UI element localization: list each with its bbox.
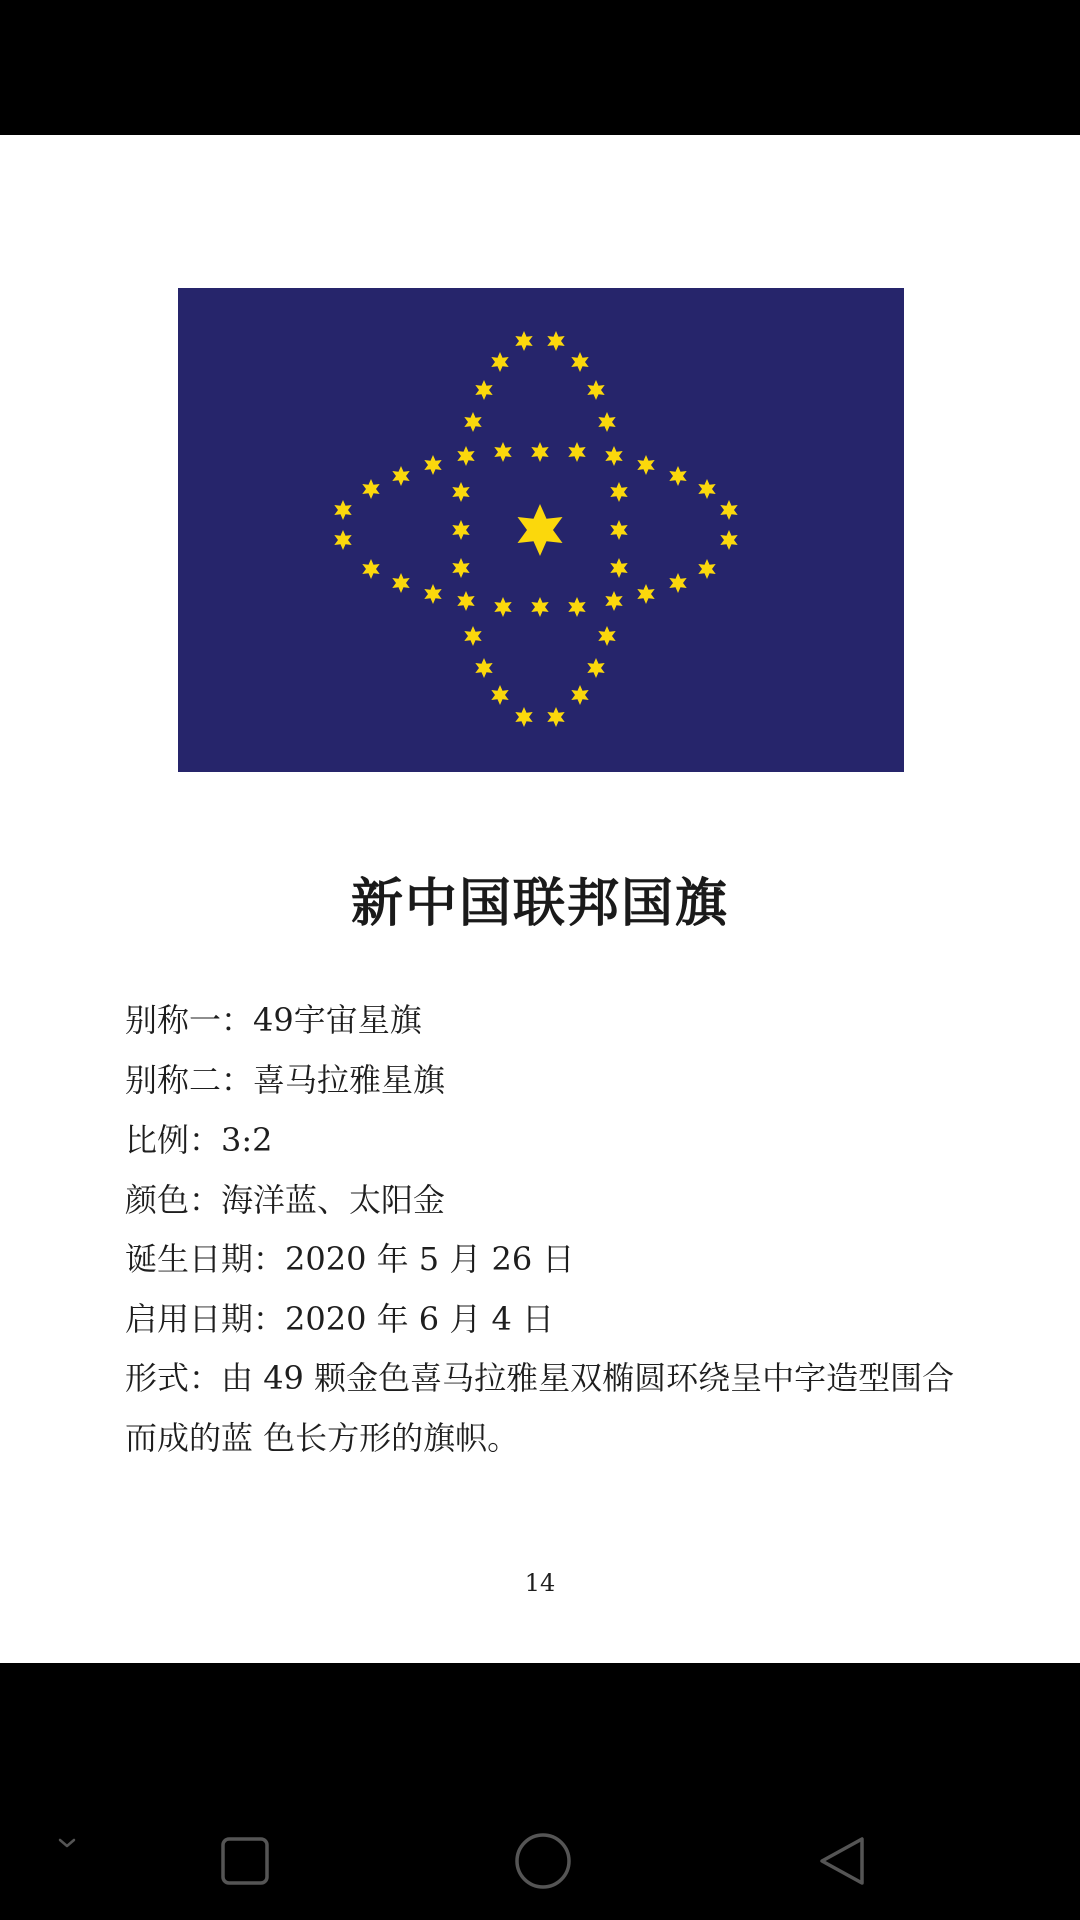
enable-date-label: 启用日期： (125, 1300, 286, 1338)
recents-button[interactable] (220, 1836, 270, 1886)
nav-down-button[interactable] (52, 1828, 82, 1858)
form-label: 形式： (125, 1359, 222, 1397)
status-bar (0, 0, 1080, 135)
alias-two-value: 喜马拉雅星旗 (253, 1061, 446, 1099)
ratio-label: 比例： (125, 1121, 222, 1159)
circle-icon (513, 1831, 573, 1891)
page-title: 新中国联邦国旗 (350, 873, 729, 934)
flag-image (178, 288, 904, 772)
alias-one-row (125, 990, 965, 1050)
alias-two-row (125, 1050, 965, 1110)
birth-date-value: 2020 年 5 月 26 日 (285, 1240, 575, 1278)
color-value: 海洋蓝、太阳金 (221, 1181, 446, 1219)
enable-date-row (125, 1289, 965, 1349)
alias-one-label: 别称一： (125, 1001, 254, 1039)
page-number: 14 (524, 1569, 556, 1597)
alias-one-value: 49宇宙星旗 (253, 1001, 422, 1039)
form-row (125, 1348, 965, 1468)
alias-two-label: 别称二： (125, 1061, 254, 1099)
form-value: 由 49 颗金色喜马拉雅星双椭圆环绕呈中字造型围合而成的蓝 色长方形的旗帜。 (125, 1359, 955, 1457)
back-button[interactable] (814, 1833, 870, 1889)
enable-date-value: 2020 年 6 月 4 日 (285, 1300, 555, 1338)
navigation-bar (0, 1663, 1080, 1920)
birth-date-label: 诞生日期： (125, 1240, 286, 1278)
ratio-value: 3:2 (221, 1121, 273, 1159)
triangle-back-icon (814, 1833, 870, 1889)
chevron-down-icon (52, 1828, 82, 1858)
square-icon (220, 1836, 270, 1886)
document-page (0, 135, 1080, 1663)
ratio-row (125, 1110, 965, 1170)
home-button[interactable] (513, 1831, 573, 1891)
color-label: 颜色： (125, 1181, 222, 1219)
color-row (125, 1170, 965, 1230)
birth-date-row (125, 1229, 965, 1289)
